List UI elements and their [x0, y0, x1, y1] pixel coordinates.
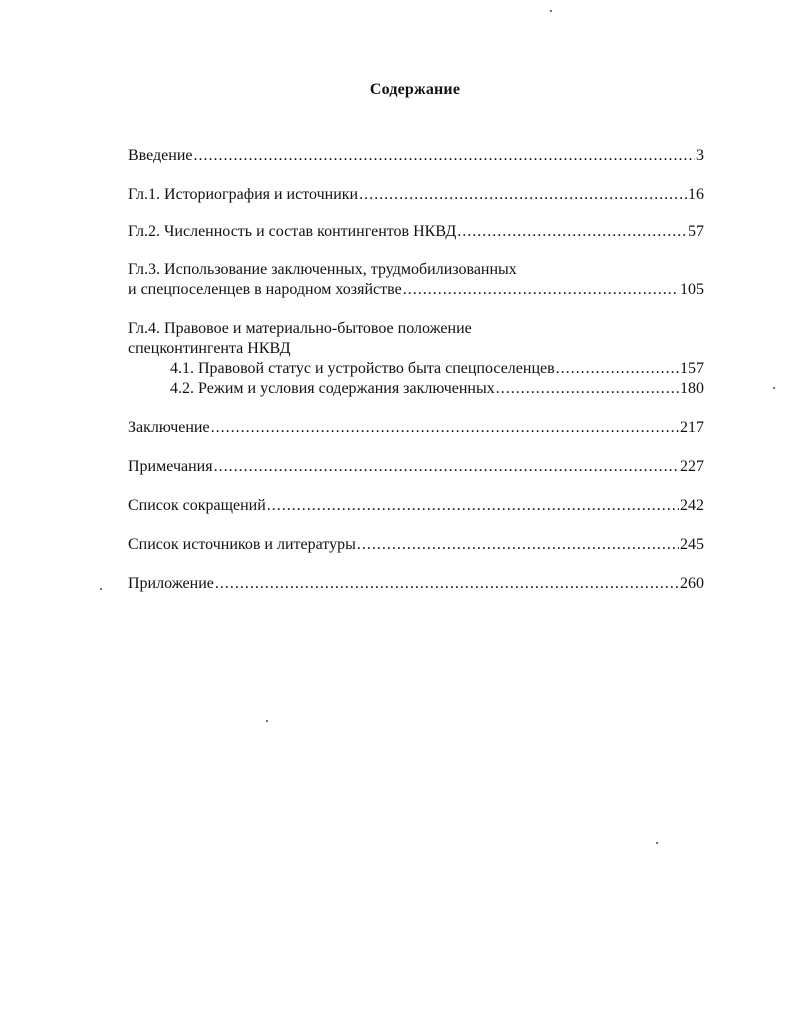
toc-title: Гл.4. Правовое и материально-бытовое положение [128, 320, 472, 337]
toc-leader-dots [357, 535, 679, 555]
toc-entry-introduction [128, 146, 704, 166]
page-title: Содержание [369, 80, 461, 98]
toc-entry-chapter-1 [128, 185, 704, 205]
toc-page-number: 157 [680, 360, 704, 377]
toc-line [128, 319, 704, 339]
toc-page-number: 217 [680, 419, 704, 436]
toc-title: Заключение [128, 419, 210, 436]
toc-line [128, 260, 704, 280]
toc-leader-dots [214, 457, 679, 477]
toc-page-number: 105 [680, 281, 704, 298]
toc-title: 4.2. Режим и условия содержания заключенных [170, 380, 495, 397]
toc-entry-sources [128, 535, 704, 555]
toc-leader-dots [359, 185, 687, 205]
scan-speck [773, 387, 775, 389]
toc-leader-dots [496, 379, 679, 399]
scan-speck [656, 842, 658, 844]
toc-leader-dots [556, 359, 679, 379]
toc-title: спецконтингента НКВД [128, 340, 291, 357]
toc-line [128, 496, 704, 516]
toc-page-number: 180 [680, 380, 704, 397]
toc-page-number: 227 [680, 458, 704, 475]
toc-title: Введение [128, 147, 193, 164]
toc-line [128, 379, 704, 399]
toc-title: Примечания [128, 458, 213, 475]
toc-page-number: 3 [696, 147, 704, 164]
toc-title: Список источников и литературы [128, 536, 356, 553]
toc-leader-dots [457, 222, 687, 242]
table-of-contents [128, 146, 704, 594]
toc-line [128, 185, 704, 205]
scan-speck [100, 588, 102, 590]
toc-entry-abbreviations [128, 496, 704, 516]
toc-title: Гл.3. Использование заключенных, трудмобилизованных [128, 261, 517, 278]
toc-page-number: 245 [680, 536, 704, 553]
toc-line [128, 280, 704, 300]
toc-title: Приложение [128, 575, 214, 592]
toc-line [128, 418, 704, 438]
toc-leader-dots [211, 418, 679, 438]
toc-entry-chapter-4 [128, 319, 704, 399]
toc-leader-dots [215, 574, 679, 594]
scan-speck [550, 10, 552, 12]
toc-leader-dots [267, 496, 679, 516]
toc-line [128, 457, 704, 477]
toc-line [128, 574, 704, 594]
toc-line [128, 359, 704, 379]
toc-entry-appendix [128, 574, 704, 594]
toc-page-number: 16 [688, 186, 704, 203]
toc-entry-chapter-3 [128, 260, 704, 300]
toc-title: 4.1. Правовой статус и устройство быта спецпоселенцев [170, 360, 555, 377]
toc-line [128, 339, 704, 359]
toc-entry-notes [128, 457, 704, 477]
toc-title: Список сокращений [128, 497, 266, 514]
toc-title: и спецпоселенцев в народном хозяйстве [128, 281, 402, 298]
toc-leader-dots [403, 280, 679, 300]
toc-line [128, 535, 704, 555]
toc-entry-conclusion [128, 418, 704, 438]
toc-leader-dots [194, 146, 696, 166]
toc-line [128, 146, 704, 166]
toc-title: Гл.2. Численность и состав контингентов НКВД [128, 223, 457, 240]
toc-title: Гл.1. Историография и источники [128, 186, 359, 203]
toc-page-number: 260 [680, 575, 704, 592]
toc-page-number: 57 [688, 223, 704, 240]
toc-entry-chapter-2 [128, 222, 704, 242]
scan-speck [266, 720, 268, 722]
toc-page-number: 242 [680, 497, 704, 514]
toc-line [128, 222, 704, 242]
